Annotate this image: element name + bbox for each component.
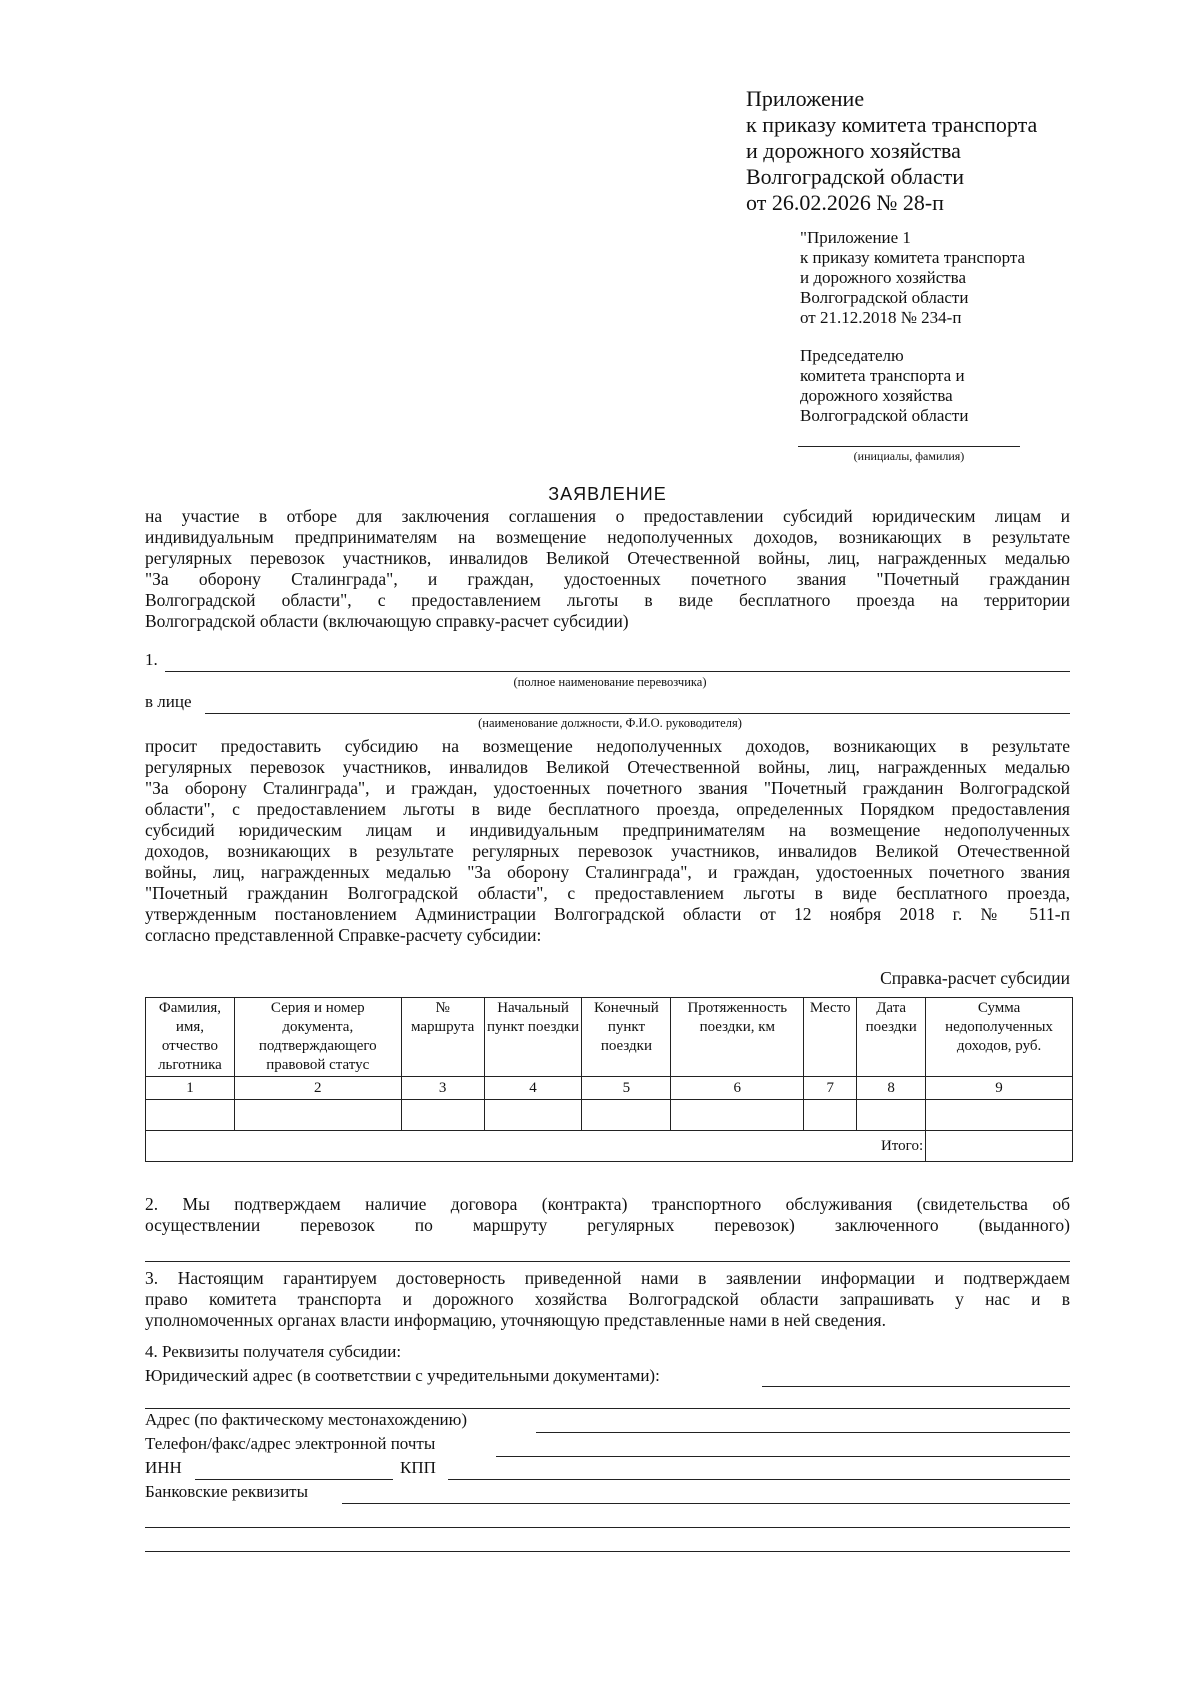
- addressee: [800, 346, 1100, 426]
- column-number: 8: [857, 1077, 926, 1100]
- item1-number: 1.: [145, 650, 158, 669]
- intro-line: "За оборону Сталинграда", и граждан, удостоенных почетного звания "Почетный гражданин: [145, 569, 1070, 589]
- addressee-line: Председателю: [800, 346, 904, 365]
- request-line: доходов, возникающих в результате регулярных перевозок участников, инвалидов Великой Отечественной: [145, 841, 1070, 861]
- table-header-cell: № маршрута: [401, 998, 484, 1077]
- request-line: войны, лиц, награжденных медалью "За оборону Сталинграда", и граждан, удостоенных почетного звания: [145, 862, 1070, 882]
- request-line: утвержденным постановлением Администрации Волгоградской области от 12 ноября 2018 г. № 511-п: [145, 904, 1070, 924]
- table-header-cell: Дата поездки: [857, 998, 926, 1077]
- table-header-cell: Протяженность поездки, км: [671, 998, 804, 1077]
- request-line: субсидий юридическим лицам и индивидуальным предпринимателям на возмещение недополученных: [145, 820, 1070, 840]
- request-line: просит предоставить субсидию на возмещение недополученных доходов, возникающих в результате: [145, 736, 1070, 756]
- item3-line: уполномоченных органах власти информацию, уточняющую представленные нами в ней сведения.: [145, 1310, 886, 1330]
- column-number: 1: [146, 1077, 235, 1100]
- table-cell[interactable]: [146, 1100, 235, 1131]
- table-cell[interactable]: [926, 1100, 1073, 1131]
- bank-field[interactable]: [342, 1503, 1070, 1504]
- request-line: "За оборону Сталинграда", и граждан, удостоенных почетного звания "Почетный гражданин Волгоградской: [145, 778, 1070, 798]
- column-number: 7: [804, 1077, 857, 1100]
- column-number: 2: [234, 1077, 401, 1100]
- annex-line: Приложение: [746, 86, 865, 111]
- table-cell[interactable]: [484, 1100, 582, 1131]
- inn-field[interactable]: [195, 1479, 393, 1480]
- annex-line: и дорожного хозяйства: [746, 138, 961, 163]
- table-cell[interactable]: [401, 1100, 484, 1131]
- table-cell[interactable]: [804, 1100, 857, 1131]
- phone-label: Телефон/факс/адрес электронной почты: [145, 1434, 436, 1453]
- total-label: Итого:: [146, 1131, 926, 1162]
- addressee-line: дорожного хозяйства: [800, 386, 953, 405]
- legal-address-field[interactable]: [762, 1386, 1070, 1387]
- request-line: согласно представленной Справке-расчету субсидии:: [145, 925, 542, 945]
- annex-line: Волгоградской области: [746, 164, 964, 189]
- carrier-name-field[interactable]: [165, 671, 1070, 672]
- table-number-row: [146, 1077, 1073, 1100]
- table-cell[interactable]: [234, 1100, 401, 1131]
- annex1-line: "Приложение 1: [800, 228, 911, 247]
- in-person-label: в лице: [145, 692, 192, 711]
- column-number: 6: [671, 1077, 804, 1100]
- table-header-cell: Место: [804, 998, 857, 1077]
- item2-line: 2. Мы подтверждаем наличие договора (контракта) транспортного обслуживания (свидетельства об: [145, 1194, 1070, 1214]
- inn-label: ИНН: [145, 1458, 182, 1477]
- column-number: 5: [582, 1077, 671, 1100]
- table-cell[interactable]: [857, 1100, 926, 1131]
- intro-line: регулярных перевозок участников, инвалидов Великой Отечественной войны, лиц, награжденных медалью: [145, 548, 1070, 568]
- column-number: 4: [484, 1077, 582, 1100]
- head-name-field[interactable]: [205, 713, 1070, 714]
- bank-field-3[interactable]: [145, 1551, 1070, 1552]
- request-line: области", с предоставлением льготы в виде бесплатного проезда, определенных Порядком предоставления: [145, 799, 1070, 819]
- item3-paragraph: [145, 1268, 1070, 1331]
- document-title: ЗАЯВЛЕНИЕ: [548, 484, 667, 504]
- item3-line: право комитета транспорта и дорожного хозяйства Волгоградской области запрашивать у нас и в: [145, 1289, 1070, 1309]
- table-header-cell: Конечный пункт поездки: [582, 998, 671, 1077]
- table-header-row: [146, 998, 1073, 1077]
- legal-address-label: Юридический адрес (в соответствии с учредительными документами):: [145, 1366, 660, 1385]
- legal-address-field-2[interactable]: [145, 1408, 1070, 1409]
- table-total-row: [146, 1131, 1073, 1162]
- kpp-field[interactable]: [448, 1479, 1070, 1480]
- annex1-line: Волгоградской области: [800, 288, 969, 307]
- column-number: 9: [926, 1077, 1073, 1100]
- contract-field[interactable]: [145, 1261, 1070, 1262]
- annex-line: к приказу комитета транспорта: [746, 112, 1038, 137]
- intro-line: индивидуальным предпринимателям на возмещение недополученных доходов, возникающих в результате: [145, 527, 1070, 547]
- phone-field[interactable]: [496, 1456, 1070, 1457]
- bank-field-2[interactable]: [145, 1527, 1070, 1528]
- request-line: регулярных перевозок участников, инвалидов Великой Отечественной войны, лиц, награжденных медалью: [145, 757, 1070, 777]
- kpp-label: КПП: [400, 1458, 436, 1477]
- annex1-line: и дорожного хозяйства: [800, 268, 967, 287]
- intro-line: на участие в отборе для заключения соглашения о предоставлении субсидий юридическим лицам и: [145, 506, 1070, 526]
- addressee-line: Волгоградской области: [800, 406, 969, 425]
- table-header-cell: Сумма недополученных доходов, руб.: [926, 998, 1073, 1077]
- table-cell[interactable]: [582, 1100, 671, 1131]
- annex-line: от 26.02.2026 № 28-п: [746, 190, 944, 215]
- table-header-cell: Серия и номер документа, подтверждающего правовой статус: [234, 998, 401, 1077]
- intro-line: Волгоградской области", с предоставлением льготы в виде бесплатного проезда на территории: [145, 590, 1070, 610]
- actual-address-label: Адрес (по фактическому местонахождению): [145, 1410, 468, 1429]
- annex-header: [746, 86, 1166, 216]
- intro-line: Волгоградской области (включающую справку-расчет субсидии): [145, 611, 629, 631]
- table-header-cell: Начальный пункт поездки: [484, 998, 582, 1077]
- intro-paragraph: [145, 506, 1070, 632]
- table-row: [146, 1100, 1073, 1131]
- request-paragraph: [145, 736, 1070, 946]
- request-line: "Почетный гражданин Волгоградской области", с предоставлением льготы в виде бесплатного проезда,: [145, 883, 1070, 903]
- table-header-cell: Фамилия, имя, отчество льготника: [146, 998, 235, 1077]
- item2-paragraph: [145, 1194, 1070, 1236]
- item3-line: 3. Настоящим гарантируем достоверность приведенной нами в заявлении информации и подтверждаем: [145, 1268, 1070, 1288]
- carrier-caption: (полное наименование перевозчика): [513, 675, 707, 689]
- item4-title: 4. Реквизиты получателя субсидии:: [145, 1342, 402, 1361]
- annex1-line: от 21.12.2018 № 234-п: [800, 308, 962, 327]
- signature-caption: (инициалы, фамилия): [853, 449, 965, 463]
- annex1-header: [800, 228, 1100, 328]
- table-caption: Справка-расчет субсидии: [880, 968, 1070, 988]
- signature-line[interactable]: [798, 446, 1020, 447]
- table-cell[interactable]: [671, 1100, 804, 1131]
- head-caption: (наименование должности, Ф.И.О. руководителя): [478, 716, 742, 730]
- subsidy-table: [145, 997, 1073, 1162]
- bank-label: Банковские реквизиты: [145, 1482, 309, 1501]
- total-value-cell[interactable]: [926, 1131, 1073, 1162]
- addressee-line: комитета транспорта и: [800, 366, 965, 385]
- item2-line: осуществлении перевозок по маршруту регулярных перевозок) заключенного (выданного): [145, 1215, 1070, 1235]
- actual-address-field[interactable]: [536, 1432, 1070, 1433]
- column-number: 3: [401, 1077, 484, 1100]
- annex1-line: к приказу комитета транспорта: [800, 248, 1026, 267]
